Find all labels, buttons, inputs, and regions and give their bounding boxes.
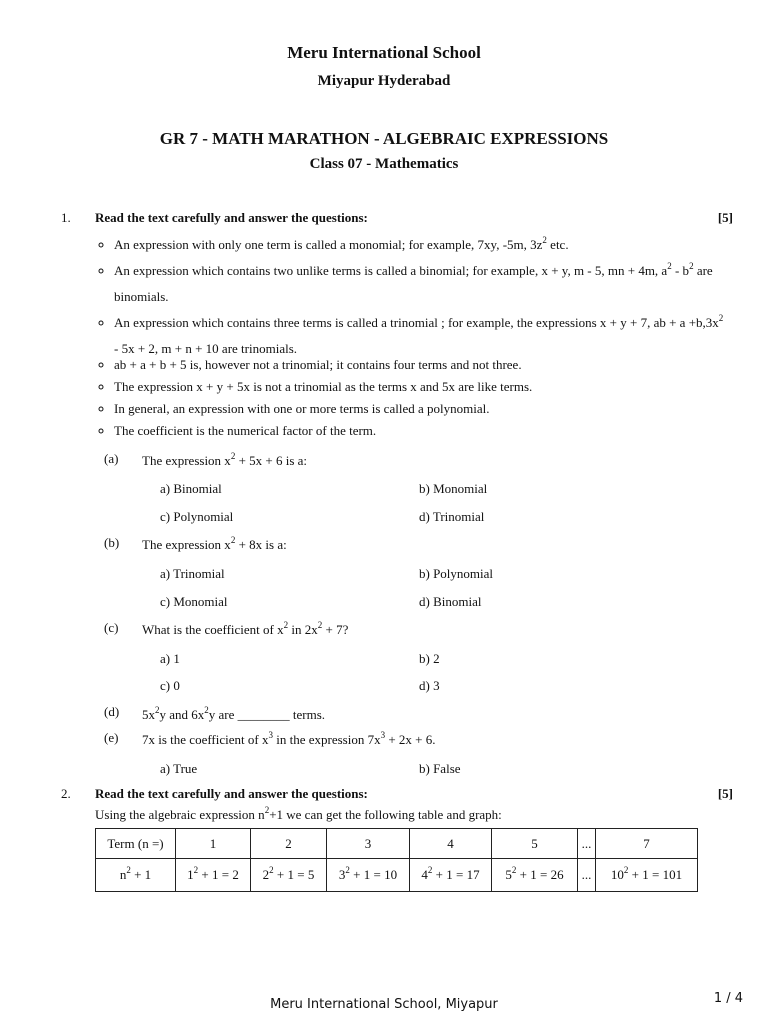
school-city: Miyapur Hyderabad (317, 73, 451, 89)
subquestion-e-label: (e) (104, 730, 119, 745)
question-1-bullets (96, 232, 726, 362)
option-a[interactable]: a) Binomial (160, 481, 222, 496)
option-b[interactable]: b) Polynomial (419, 566, 494, 581)
table-cell: 4 (410, 829, 492, 859)
bullet-item: ◦ ab + a + b + 5 is, however not a trinomial; it contains four terms and not three. (114, 354, 726, 376)
question-2-heading: Read the text carefully and answer the questions: (95, 786, 368, 801)
paper-title: GR 7 - MATH MARATHON - ALGEBRAIC EXPRESSIONS (159, 129, 609, 148)
subquestion-e-text: 7x is the coefficient of $x^3$ in the expression $7x^3 + 2x + 6$. (142, 730, 436, 747)
table-cell: ... (578, 859, 596, 892)
option-a[interactable]: a) True (160, 761, 198, 776)
option-b[interactable]: b) 2 (419, 651, 440, 666)
option-a[interactable]: a) 1 (160, 651, 180, 666)
subquestion-d-label: (d) (104, 704, 120, 719)
table-cell: $3^2 + 1 = 10$ (327, 859, 410, 892)
option-d[interactable]: d) Trinomial (419, 509, 485, 524)
table-cell: 1 (176, 829, 251, 859)
bullet-item: ◦ An expression with only one term is called a monomial; for example, 7xy, -5m, $3z^2$ etc. (114, 232, 726, 258)
question-2-intro: Using the algebraic expression $n^2+1$ we can get the following table and graph: (95, 805, 502, 822)
option-d[interactable]: d) 3 (419, 678, 440, 693)
subquestion-d-text: $5x^2y$ and $6x^2y$ are ________ terms. (142, 705, 326, 722)
bullet-item: ◦ An expression which contains two unlike terms is called a binomial; for example, x + y, m - 5, mn + 4m, $a^2 - b^2$ are binomials. (114, 258, 726, 310)
question-1-number: 1. (61, 210, 71, 225)
table-cell: $5^2 + 1 = 26$ (492, 859, 578, 892)
table-cell: ... (578, 829, 596, 859)
question-1-heading: Read the text carefully and answer the questions: (95, 210, 368, 225)
table-cell: $n^2 + 1$ (96, 859, 176, 892)
bullet-item: ◦ In general, an expression with one or more terms is called a polynomial. (114, 398, 726, 420)
question-1-marks: [5] (717, 210, 733, 225)
option-c[interactable]: c) Polynomial (160, 509, 234, 524)
school-name: Meru International School (287, 43, 481, 62)
subquestion-c-label: (c) (104, 620, 119, 635)
bullet-item: ◦ The coefficient is the numerical factor of the term. (114, 420, 726, 442)
table-row (96, 859, 698, 892)
table-cell: 7 (596, 829, 698, 859)
table-cell: 2 (251, 829, 327, 859)
subquestion-a-label: (a) (104, 451, 119, 466)
subquestion-a-text: The expression $x^2 + 5x + 6$ is a: (142, 451, 308, 468)
table-cell: 3 (327, 829, 410, 859)
option-c[interactable]: c) 0 (160, 678, 180, 693)
subquestion-b-text: The expression $x^2 + 8x$ is a: (142, 535, 287, 552)
page-footer: Meru International School, Miyapur (270, 997, 498, 1012)
question-2-number: 2. (61, 786, 71, 801)
bullet-item: ◦ An expression which contains three terms is called a trinomial ; for example, the expressions x + y + 7, ab + $a +b,3x^2 - 5x + 2$, m + n + 10 are trinomials. (114, 310, 726, 362)
table-cell: Term (n =) (96, 829, 176, 859)
table-cell: $10^2 + 1 = 101$ (596, 859, 698, 892)
term-value-table (95, 828, 698, 892)
class-subject: Class 07 - Mathematics (309, 156, 459, 172)
bullet-item: ◦ The expression x + y + 5x is not a trinomial as the terms x and 5x are like terms. (114, 376, 726, 398)
option-c[interactable]: c) Monomial (160, 594, 228, 609)
option-d[interactable]: d) Binomial (419, 594, 482, 609)
option-b[interactable]: b) Monomial (419, 481, 488, 496)
table-cell: $1^2 + 1 = 2$ (176, 859, 251, 892)
subquestion-b-label: (b) (104, 535, 120, 550)
question-2-marks: [5] (717, 786, 733, 801)
subquestion-c-text: What is the coefficient of $x^2$ in $2x^2 + 7$? (142, 620, 349, 637)
table-cell: $2^2 + 1 = 5$ (251, 859, 327, 892)
question-1-bullets-cont (96, 354, 726, 442)
table-cell: $4^2 + 1 = 17$ (410, 859, 492, 892)
table-cell: 5 (492, 829, 578, 859)
option-a[interactable]: a) Trinomial (160, 566, 225, 581)
option-b[interactable]: b) False (419, 761, 461, 776)
page-number: 1 / 4 (713, 991, 743, 1006)
table-row (96, 829, 698, 859)
